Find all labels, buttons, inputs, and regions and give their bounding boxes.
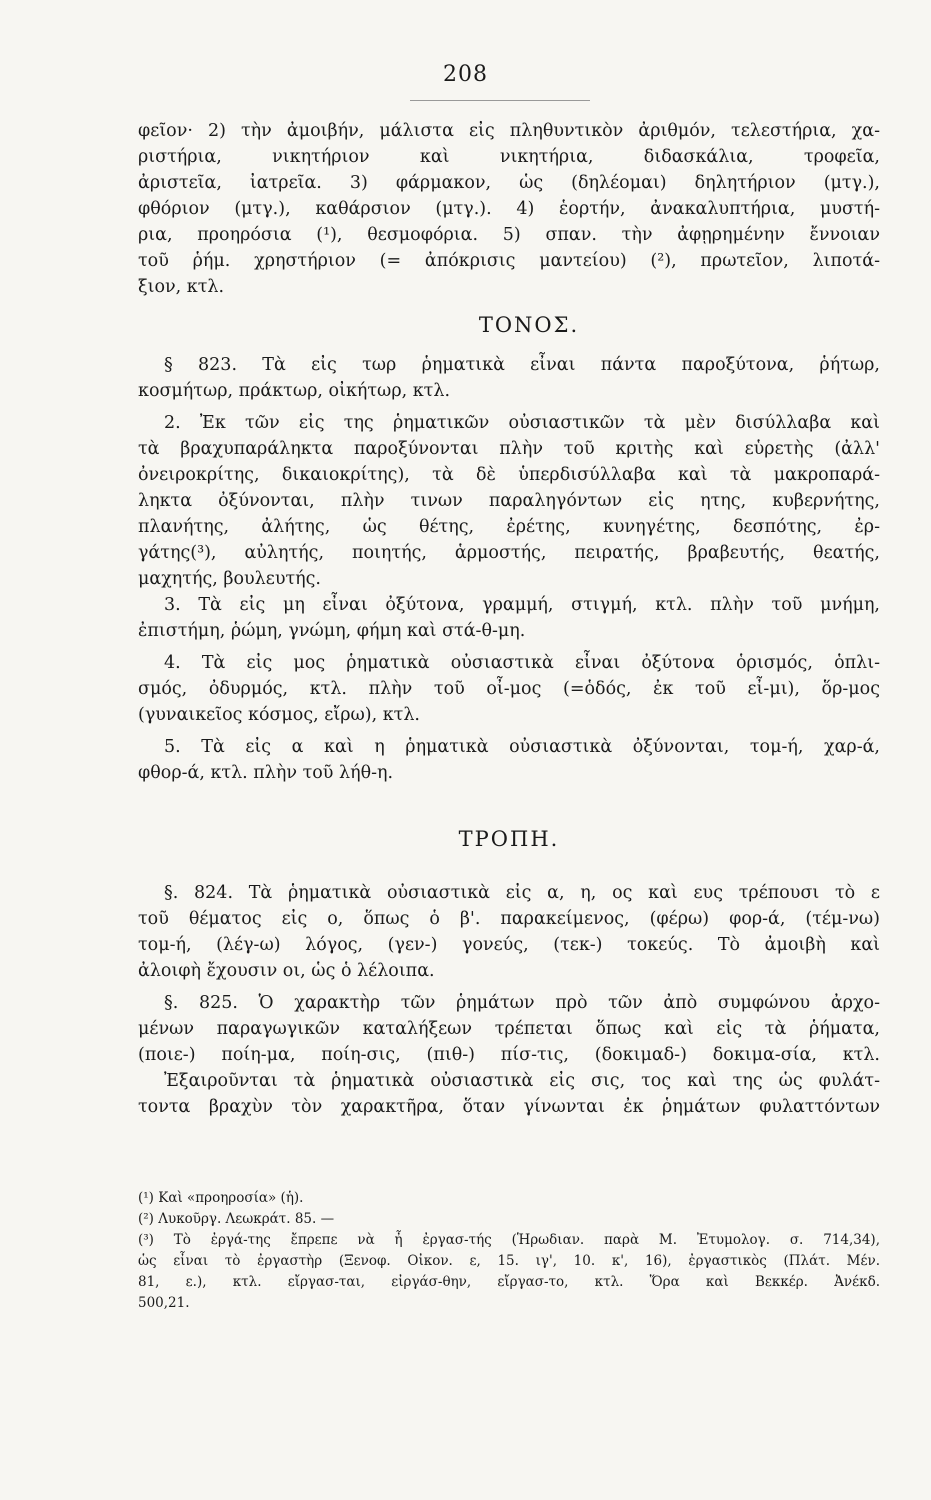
text-line: σμός, ὀδυρμός, κτλ. πλὴν τοῦ οἶ-μος (=ὁδός, ἐκ τοῦ εἶ-μι), ὅρ-μος: [138, 679, 880, 699]
text-line: τοῦ ῥήμ. χρηστήριον (= ἀπόκρισις μαντείου) (²), πρωτεῖον, λιποτά-: [138, 251, 880, 271]
section-heading-trope: ΤΡΟΠΗ.: [458, 827, 560, 851]
text-line: μαχητής, βουλευτής.: [138, 569, 321, 589]
text-line: 4. Τὰ εἰς μος ῥηματικὰ οὐσιαστικὰ εἶναι ὀξύτονα ὁρισμός, ὁπλι-: [164, 653, 880, 673]
text-line: 5. Τὰ εἰς α καὶ η ῥηματικὰ οὐσιαστικὰ ὀξύνονται, τομ-ή, χαρ-ά,: [164, 737, 880, 757]
text-line: φεῖον· 2) τὴν ἀμοιβήν, μάλιστα εἰς πληθυντικὸν ἀριθμόν, τελεστήρια, χα-: [138, 121, 880, 141]
text-line: Ἐξαιροῦνται τὰ ῥηματικὰ οὐσιαστικὰ εἰς σις, τος καὶ της ὡς φυλάτ-: [164, 1071, 880, 1091]
main-text: [138, 118, 880, 1120]
text-line: τομ-ή, (λέγ-ω) λόγος, (γεν-) γονεύς, (τεκ-) τοκεύς. Τὸ ἀμοιβὴ καὶ: [138, 935, 880, 955]
footnote: (¹) Καὶ «προηροσία» (ἡ).: [138, 1190, 304, 1206]
footnote: 500,21.: [138, 1295, 190, 1311]
page-number: 208: [443, 62, 488, 87]
text-line: ρια, προηρόσια (¹), θεσμοφόρια. 5) σπαν. τὴν ἀφῃρημένην ἔννοιαν: [138, 225, 880, 245]
text-line: § 823. Τὰ εἰς τωρ ῥηματικὰ εἶναι πάντα παροξύτονα, ῥήτωρ,: [164, 355, 880, 375]
text-line: τοντα βραχὺν τὸν χαρακτῆρα, ὅταν γίνωνται ἐκ ῥημάτων φυλαττόντων: [138, 1097, 880, 1117]
text-line: γάτης(³), αὐλητής, ποιητής, ἁρμοστής, πειρατής, βραβευτής, θεατής,: [138, 543, 880, 563]
text-line: τὰ βραχυπαράληκτα παροξύνονται πλὴν τοῦ κριτὴς καὶ εὑρετὴς (ἀλλ': [138, 439, 880, 459]
header-rule: [410, 100, 590, 101]
section-heading-tonos: ΤΟΝΟΣ.: [478, 313, 580, 337]
text-line: πλανήτης, ἀλήτης, ὡς θέτης, ἐρέτης, κυνηγέτης, δεσπότης, ἐρ-: [138, 517, 880, 537]
text-line: §. 824. Τὰ ῥηματικὰ οὐσιαστικὰ εἰς α, η, ος καὶ ευς τρέπουσι τὸ ε: [164, 883, 880, 903]
footnote: (²) Λυκοῦργ. Λεωκράτ. 85. —: [138, 1211, 335, 1227]
text-line: 3. Τὰ εἰς μη εἶναι ὀξύτονα, γραμμή, στιγμή, κτλ. πλὴν τοῦ μνήμη,: [164, 595, 880, 615]
text-line: ριστήρια, νικητήριον καὶ νικητήρια, διδασκάλια, τροφεῖα,: [138, 147, 880, 167]
text-line: (ποιε-) ποίη-μα, ποίη-σις, (πιθ-) πίσ-τις, (δοκιμαδ-) δοκιμα-σία, κτλ.: [138, 1045, 880, 1065]
text-line: τοῦ θέματος εἰς ο, ὅπως ὁ β'. παρακείμενος, (φέρω) φορ-ά, (τέμ-νω): [138, 909, 880, 929]
footnote: ὡς εἶναι τὸ ἐργαστὴρ (Ξενοφ. Οἰκον. ε, 15. ιγ', 10. κ', 16), ἐργαστικὸς (Πλάτ. Μέν.: [138, 1253, 880, 1269]
text-line: φθορ-ά, κτλ. πλὴν τοῦ λήθ-η.: [138, 763, 394, 783]
footnote: 81, ε.), κτλ. εἴργασ-ται, εἰργάσ-θην, εἴργασ-το, κτλ. Ὅρα καὶ Βεκκέρ. Ἀνέκδ.: [138, 1274, 880, 1290]
text-line: φθόριον (μτγ.), καθάρσιον (μτγ.). 4) ἑορτήν, ἀνακαλυπτήρια, μυστή-: [138, 199, 880, 219]
text-line: ληκτα ὀξύνονται, πλὴν τινων παραληγόντων εἰς ητης, κυβερνήτης,: [138, 491, 880, 511]
text-line: (γυναικεῖος κόσμος, εἴρω), κτλ.: [138, 705, 420, 725]
footnotes: [138, 1188, 880, 1314]
footnote: (³) Τὸ ἐργά-της ἔπρεπε νὰ ἦ ἐργασ-τής (Ἡρωδιαν. παρὰ Μ. Ἐτυμολογ. σ. 714,34),: [138, 1232, 880, 1248]
text-line: μένων παραγωγικῶν καταλήξεων τρέπεται ὅπως καὶ εἰς τὰ ῥήματα,: [138, 1019, 880, 1039]
text-line: ἀριστεῖα, ἰατρεῖα. 3) φάρμακον, ὡς (δηλέομαι) δηλητήριον (μτγ.),: [138, 173, 880, 193]
text-line: §. 825. Ὁ χαρακτὴρ τῶν ῥημάτων πρὸ τῶν ἀπὸ συμφώνου ἀρχο-: [164, 993, 880, 1013]
text-line: κοσμήτωρ, πράκτωρ, οἰκήτωρ, κτλ.: [138, 381, 451, 401]
text-line: ξιον, κτλ.: [138, 277, 225, 297]
text-line: ὀνειροκρίτης, δικαιοκρίτης), τὰ δὲ ὑπερδισύλλαβα καὶ τὰ μακροπαρά-: [138, 465, 880, 485]
text-line: ἐπιστήμη, ῥώμη, γνώμη, φήμη καὶ στά-θ-μη.: [138, 621, 526, 641]
text-line: ἀλοιφὴ ἔχουσιν οι, ὡς ὁ λέλοιπα.: [138, 961, 435, 981]
text-line: 2. Ἐκ τῶν εἰς της ῥηματικῶν οὐσιαστικῶν τὰ μὲν δισύλλαβα καὶ: [164, 413, 880, 433]
